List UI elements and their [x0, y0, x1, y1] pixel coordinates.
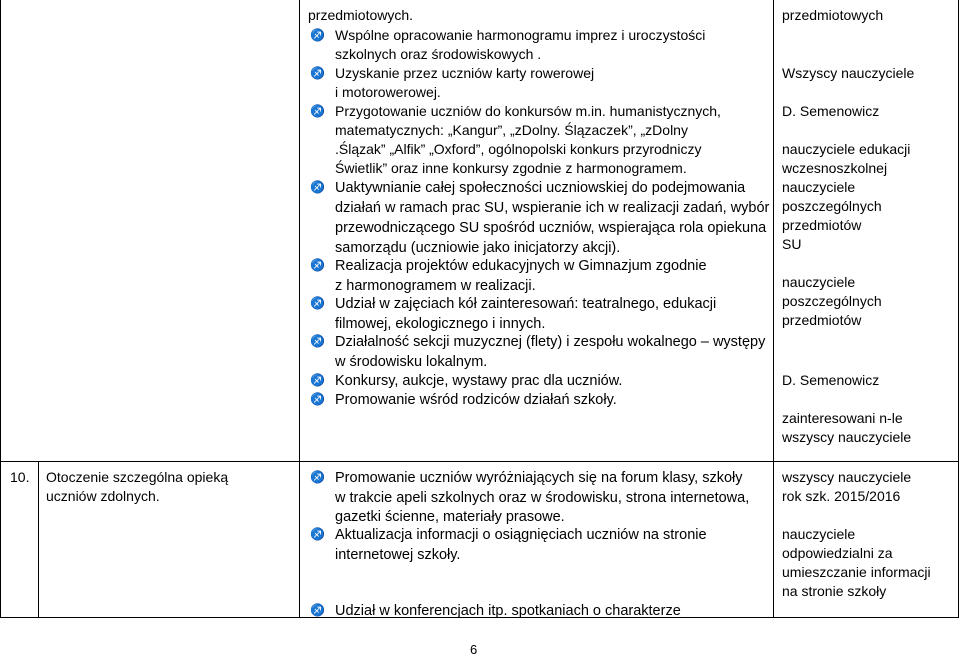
responsible-line: zainteresowani n-le — [782, 410, 903, 426]
table-border-col3 — [773, 0, 774, 618]
responsible-line: przedmiotów — [782, 217, 862, 233]
task-line: Promowanie wśród rodziców działań szkoły. — [335, 392, 617, 408]
responsible-line: poszczególnych — [782, 198, 882, 214]
task-line: Konkursy, aukcje, wystawy prac dla uczniów. — [335, 373, 623, 389]
task-line: Udział w konferencjach itp. spotkaniach o charakterze — [335, 603, 681, 619]
task-line: Aktualizacja informacji o osiągnięciach uczniów na stronie — [335, 527, 707, 543]
task-line: internetowej szkoły. — [335, 547, 461, 563]
task-line: z harmonogramem w realizacji. — [335, 278, 536, 294]
task-line: .Ślązak” „Alfik” „Oxford”, ogólnopolski konkurs przyrodniczy — [335, 141, 702, 157]
task-line: przedmiotowych. — [308, 7, 414, 23]
bullet-icon: ♐ — [310, 392, 325, 406]
bullet-icon: ♐ — [310, 180, 325, 194]
task-line: Przygotowanie uczniów do konkursów m.in. humanistycznych, — [335, 103, 721, 119]
responsible-line: wszyscy nauczyciele — [782, 429, 912, 445]
table-row-divider — [0, 461, 959, 462]
task-line: Promowanie uczniów wyróżniających się na forum klasy, szkoły — [335, 470, 743, 486]
table-border-left — [0, 0, 1, 618]
responsible-line: umieszczanie informacji — [782, 564, 931, 580]
responsible-line: SU — [782, 236, 802, 252]
task-line: i motorowerowej. — [335, 84, 441, 100]
bullet-icon: ♐ — [310, 66, 325, 80]
task-line: gazetki ścienne, materiały prasowe. — [335, 509, 565, 525]
task-line: w środowisku lokalnym. — [335, 354, 488, 370]
table-border-col1 — [38, 462, 39, 618]
task-line: filmowej, ekologicznego i innych. — [335, 316, 546, 332]
responsible-line: poszczególnych — [782, 293, 882, 309]
row-title-line: uczniów zdolnych. — [46, 488, 160, 504]
task-line: samorządu (uczniowie jako inicjatorzy akcji). — [335, 240, 621, 256]
bullet-icon: ♐ — [310, 527, 325, 541]
task-line: przewodniczącego SU spośród uczniów, wspierająca rola opiekuna — [335, 220, 767, 236]
responsible-line: przedmiotowych — [782, 7, 884, 23]
task-line: działań w ramach prac SU, wspieranie ich w realizacji zadań, wybór — [335, 200, 770, 216]
responsible-line: rok szk. 2015/2016 — [782, 488, 901, 504]
responsible-line: D. Semenowicz — [782, 372, 880, 388]
bullet-icon: ♐ — [310, 373, 325, 387]
task-line: Działalność sekcji muzycznej (flety) i zespołu wokalnego – występy — [335, 334, 766, 350]
table-border-right — [958, 0, 959, 618]
bullet-icon: ♐ — [310, 296, 325, 310]
task-line: Uzyskanie przez uczniów karty rowerowej — [335, 65, 595, 81]
responsible-line: D. Semenowicz — [782, 103, 880, 119]
responsible-line: wczesnoszkolnej — [782, 160, 888, 176]
task-line: Uaktywnianie całej społeczności uczniowskiej do podejmowania — [335, 180, 746, 196]
task-line: Świetlik” oraz inne konkursy zgodnie z harmonogramem. — [335, 160, 687, 176]
row-title-line: Otoczenie szczególna opieką — [46, 469, 229, 485]
bullet-icon: ♐ — [310, 470, 325, 484]
responsible-line: nauczyciele — [782, 179, 856, 195]
table-border-col2 — [299, 0, 300, 618]
responsible-line: przedmiotów — [782, 312, 862, 328]
task-line: w trakcie apeli szkolnych oraz w środowisku, strona internetowa, — [335, 490, 750, 506]
task-line: Udział w zajęciach kół zainteresowań: teatralnego, edukacji — [335, 296, 717, 312]
responsible-line: nauczyciele — [782, 274, 856, 290]
task-line: Wspólne opracowanie harmonogramu imprez i uroczystości — [335, 27, 706, 43]
bullet-icon: ♐ — [310, 28, 325, 42]
responsible-line: Wszyscy nauczyciele — [782, 65, 915, 81]
responsible-line: na stronie szkoły — [782, 583, 887, 599]
responsible-line: odpowiedzialni za — [782, 545, 893, 561]
task-line: matematycznych: „Kangur”, „zDolny. Ślązaczek”, „zDolny — [335, 122, 688, 138]
bullet-icon: ♐ — [310, 104, 325, 118]
responsible-line: nauczyciele — [782, 526, 856, 542]
bullet-icon: ♐ — [310, 603, 325, 617]
page-number: 6 — [470, 642, 478, 657]
responsible-line: nauczyciele edukacji — [782, 141, 911, 157]
bullet-icon: ♐ — [310, 258, 325, 272]
bullet-icon: ♐ — [310, 334, 325, 348]
task-line: szkolnych oraz środowiskowych . — [335, 46, 542, 62]
responsible-line: wszyscy nauczyciele — [782, 469, 912, 485]
task-line: Realizacja projektów edukacyjnych w Gimnazjum zgodnie — [335, 258, 707, 274]
row-number: 10. — [10, 469, 30, 485]
